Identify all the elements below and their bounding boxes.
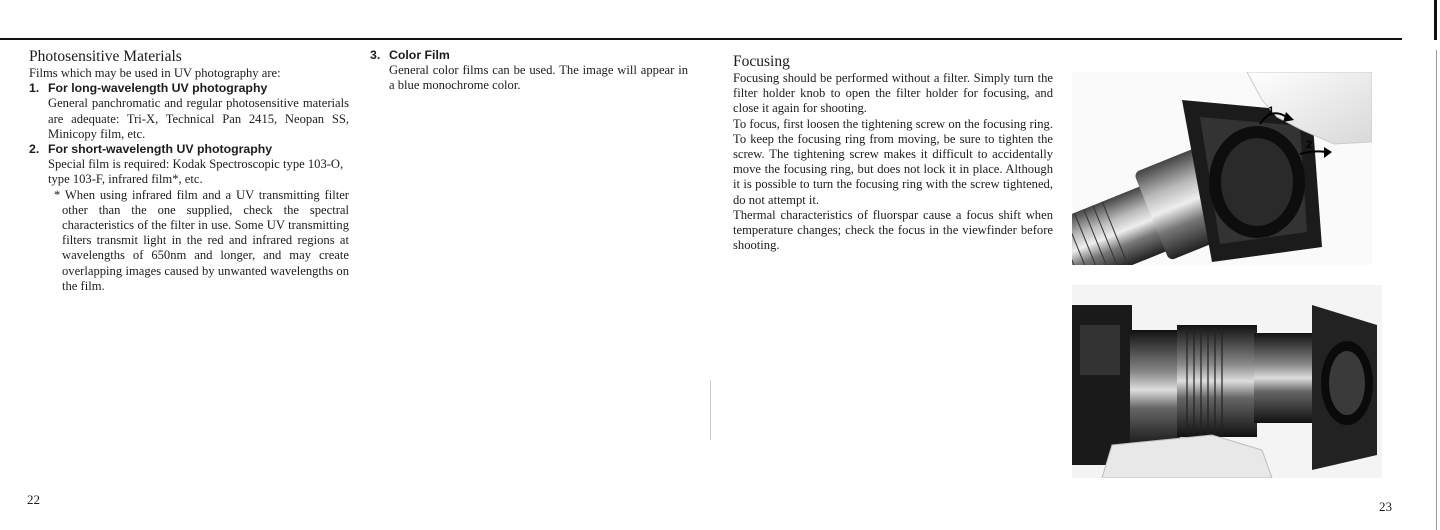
list-item-1: [29, 81, 349, 142]
camera-lens-illustration: [1072, 285, 1382, 478]
focusing-paragraph: Thermal characteristics of fluorspar cause a focus shift when temperature changes; check the focus in the viewfinder before shooting.: [733, 207, 1053, 253]
list-item-body: General panchromatic and regular photosensitive materials are adequate: Tri-X, Technical Pan 2415, Neopan SS, Minicopy film, etc.: [48, 96, 349, 141]
color-film-column: [370, 48, 688, 94]
list-item-number: 2.: [29, 142, 40, 157]
page-number-right: 23: [1379, 499, 1392, 514]
section-title-photosensitive: Photosensitive Materials: [29, 48, 182, 65]
list-item-3: [370, 48, 688, 94]
section-title-focusing: Focusing: [733, 53, 790, 70]
gutter-line: [710, 380, 711, 440]
lens-filter-holder-illustration: [1072, 72, 1372, 265]
list-item-number: 3.: [370, 48, 381, 62]
right-edge-line: [1436, 50, 1437, 530]
list-item-title: For short-wavelength UV photography: [48, 142, 273, 157]
section-intro: Films which may be used in UV photography are:: [29, 66, 281, 80]
top-rule: [0, 38, 1402, 40]
photo-label-2: 2: [1306, 139, 1313, 151]
left-column: [29, 48, 349, 294]
list-item-2: [29, 142, 349, 188]
photo-label-1: 1: [1268, 105, 1275, 117]
footnote-infrared: * When using infrared film and a UV transmitting filter other than the one supplied, check the spectral characteristics of the filter in use. Some UV transmitting filters transmit light in the red and infrared regions at wavelengths of 650nm and longer, and may create overlapping images caused by unwanted wavelengths on the film.: [54, 187, 349, 293]
list-item-number: 1.: [29, 81, 40, 96]
camera-lens-photo: [1072, 285, 1382, 478]
focusing-paragraph: Focusing should be performed without a filter. Simply turn the filter holder knob to open the filter holder for focusing, and close it again for shooting.: [733, 71, 1053, 116]
list-item-title: For long-wavelength UV photography: [48, 81, 268, 96]
list-item-title: Color Film: [389, 48, 450, 62]
list-item-body: General color films can be used. The image will appear in a blue monochrome color.: [389, 63, 688, 93]
right-edge-mark: [1434, 0, 1437, 40]
focusing-paragraph: To focus, first loosen the tightening screw on the focusing ring. To keep the focusing ring from moving, be sure to tighten the screw. The tightening screw makes it difficult to accidentally move the focusing ring, but does not lock it in place. Although it is possible to turn the focusing ring with the screw tightened, do not attempt it.: [733, 116, 1053, 207]
focusing-column: [733, 53, 1053, 253]
lens-filter-holder-photo: [1072, 72, 1372, 265]
list-item-body: Special film is required: Kodak Spectroscopic type 103-O, type 103-F, infrared film*, etc.: [48, 157, 344, 187]
page-number-left: 22: [27, 492, 40, 507]
